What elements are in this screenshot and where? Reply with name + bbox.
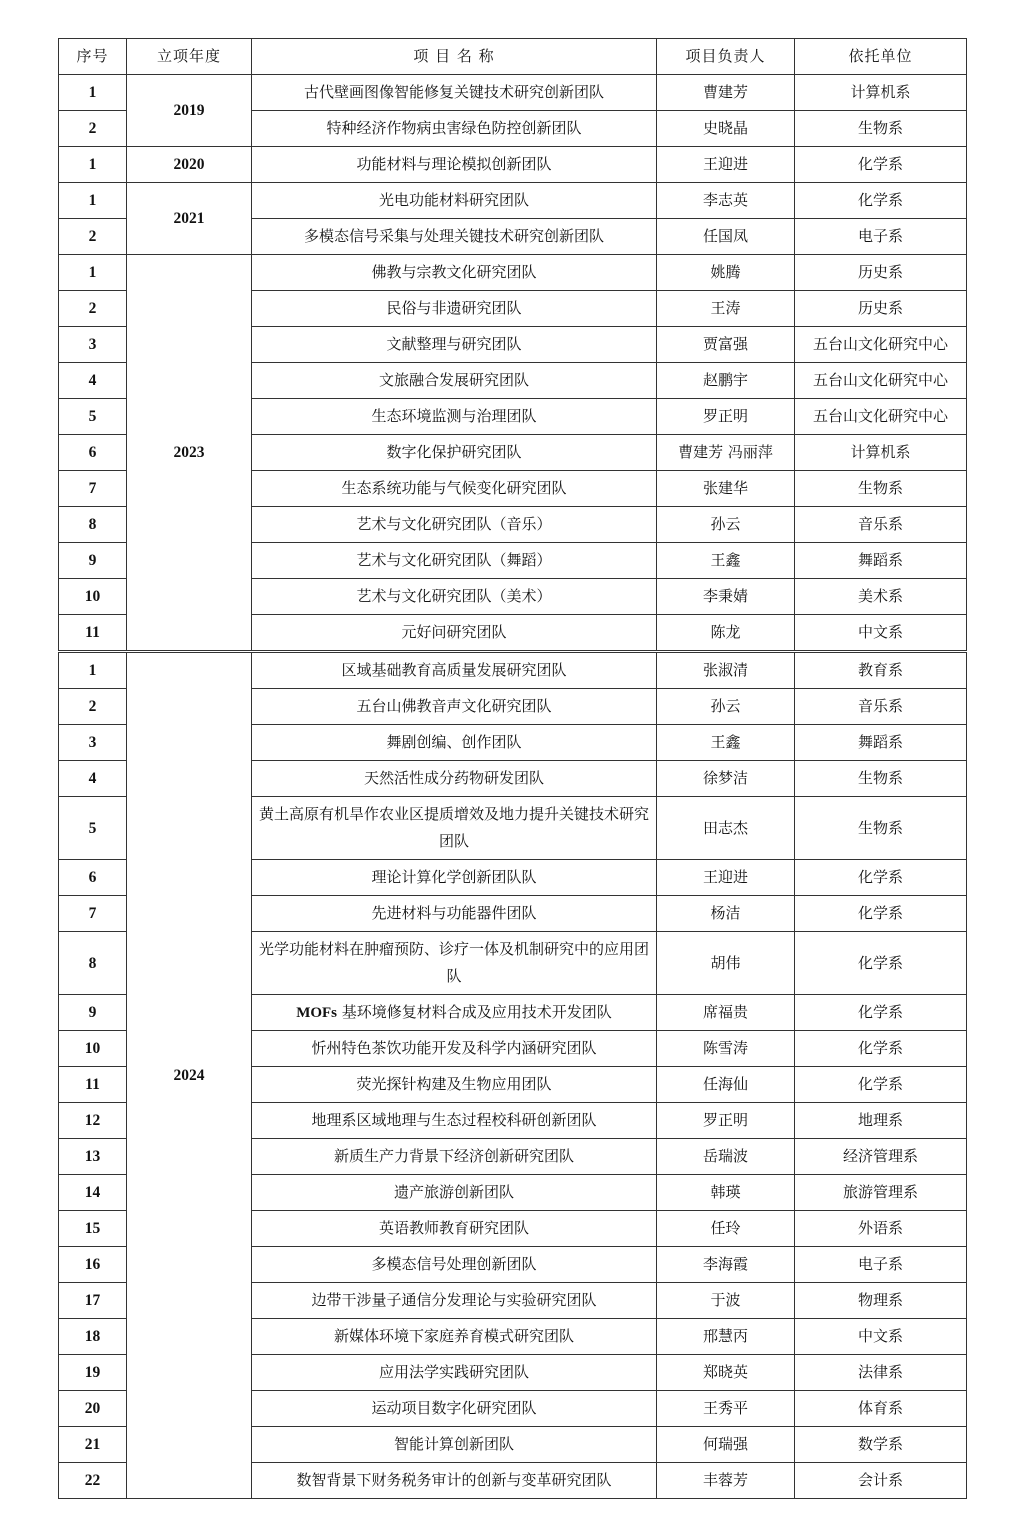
cell-project-name: 佛教与宗教文化研究团队 bbox=[252, 255, 657, 291]
cell-unit: 计算机系 bbox=[795, 75, 967, 111]
cell-seq: 5 bbox=[59, 399, 127, 435]
cell-project-name: 运动项目数字化研究团队 bbox=[252, 1391, 657, 1427]
cell-leader: 王鑫 bbox=[657, 725, 795, 761]
cell-seq: 8 bbox=[59, 507, 127, 543]
project-name-prefix: MOFs bbox=[296, 1004, 338, 1021]
cell-seq: 9 bbox=[59, 543, 127, 579]
header-leader: 项目负责人 bbox=[657, 39, 795, 75]
cell-project-name: 舞剧创编、创作团队 bbox=[252, 725, 657, 761]
cell-project-name: 忻州特色茶饮功能开发及科学内涵研究团队 bbox=[252, 1031, 657, 1067]
cell-project-name: 数智背景下财务税务审计的创新与变革研究团队 bbox=[252, 1463, 657, 1499]
cell-leader: 孙云 bbox=[657, 689, 795, 725]
cell-leader: 杨洁 bbox=[657, 896, 795, 932]
cell-unit: 化学系 bbox=[795, 932, 967, 995]
cell-project-name: 功能材料与理论模拟创新团队 bbox=[252, 147, 657, 183]
cell-year: 2020 bbox=[127, 147, 252, 183]
cell-unit: 历史系 bbox=[795, 255, 967, 291]
cell-seq: 20 bbox=[59, 1391, 127, 1427]
cell-leader: 罗正明 bbox=[657, 399, 795, 435]
cell-seq: 1 bbox=[59, 652, 127, 689]
cell-leader: 曹建芳 冯丽萍 bbox=[657, 435, 795, 471]
cell-leader: 李海霞 bbox=[657, 1247, 795, 1283]
cell-seq: 7 bbox=[59, 896, 127, 932]
cell-seq: 6 bbox=[59, 435, 127, 471]
table-row bbox=[59, 183, 967, 219]
cell-unit: 电子系 bbox=[795, 219, 967, 255]
cell-leader: 郑晓英 bbox=[657, 1355, 795, 1391]
cell-project-name: 数字化保护研究团队 bbox=[252, 435, 657, 471]
cell-project-name: 光电功能材料研究团队 bbox=[252, 183, 657, 219]
cell-seq: 13 bbox=[59, 1139, 127, 1175]
cell-project-name: 地理系区域地理与生态过程校科研创新团队 bbox=[252, 1103, 657, 1139]
cell-unit: 物理系 bbox=[795, 1283, 967, 1319]
cell-unit: 生物系 bbox=[795, 111, 967, 147]
cell-seq: 4 bbox=[59, 363, 127, 399]
cell-leader: 何瑞强 bbox=[657, 1427, 795, 1463]
cell-unit: 舞蹈系 bbox=[795, 725, 967, 761]
cell-project-name: 英语教师教育研究团队 bbox=[252, 1211, 657, 1247]
cell-seq: 1 bbox=[59, 75, 127, 111]
cell-unit: 美术系 bbox=[795, 579, 967, 615]
header-row bbox=[59, 39, 967, 75]
cell-seq: 3 bbox=[59, 725, 127, 761]
cell-leader: 陈雪涛 bbox=[657, 1031, 795, 1067]
cell-leader: 岳瑞波 bbox=[657, 1139, 795, 1175]
cell-leader: 史晓晶 bbox=[657, 111, 795, 147]
cell-unit: 音乐系 bbox=[795, 689, 967, 725]
cell-unit: 生物系 bbox=[795, 761, 967, 797]
cell-seq: 1 bbox=[59, 255, 127, 291]
cell-leader: 李秉婧 bbox=[657, 579, 795, 615]
cell-unit: 会计系 bbox=[795, 1463, 967, 1499]
cell-project-name: 特种经济作物病虫害绿色防控创新团队 bbox=[252, 111, 657, 147]
cell-project-name: 古代壁画图像智能修复关键技术研究创新团队 bbox=[252, 75, 657, 111]
cell-project-name: 五台山佛教音声文化研究团队 bbox=[252, 689, 657, 725]
cell-leader: 丰蓉芳 bbox=[657, 1463, 795, 1499]
cell-seq: 22 bbox=[59, 1463, 127, 1499]
cell-unit: 旅游管理系 bbox=[795, 1175, 967, 1211]
table-row bbox=[59, 75, 967, 111]
cell-project-name: 新媒体环境下家庭养育模式研究团队 bbox=[252, 1319, 657, 1355]
cell-seq: 5 bbox=[59, 797, 127, 860]
cell-seq: 8 bbox=[59, 932, 127, 995]
cell-unit: 法律系 bbox=[795, 1355, 967, 1391]
cell-year: 2019 bbox=[127, 75, 252, 147]
header-seq: 序号 bbox=[59, 39, 127, 75]
cell-leader: 王迎进 bbox=[657, 147, 795, 183]
cell-unit: 化学系 bbox=[795, 1067, 967, 1103]
cell-project-name: 多模态信号处理创新团队 bbox=[252, 1247, 657, 1283]
cell-unit: 体育系 bbox=[795, 1391, 967, 1427]
cell-project-name: 黄土高原有机旱作农业区提质增效及地力提升关键技术研究团队 bbox=[252, 797, 657, 860]
header-name: 项 目 名 称 bbox=[252, 39, 657, 75]
table-row bbox=[59, 255, 967, 291]
cell-project-name: 民俗与非遗研究团队 bbox=[252, 291, 657, 327]
cell-project-name bbox=[252, 995, 657, 1031]
cell-unit: 化学系 bbox=[795, 896, 967, 932]
cell-unit: 经济管理系 bbox=[795, 1139, 967, 1175]
cell-project-name: 先进材料与功能器件团队 bbox=[252, 896, 657, 932]
cell-seq: 18 bbox=[59, 1319, 127, 1355]
cell-unit: 电子系 bbox=[795, 1247, 967, 1283]
project-name-text: 基环境修复材料合成及应用技术开发团队 bbox=[337, 1002, 612, 1021]
cell-seq: 4 bbox=[59, 761, 127, 797]
cell-unit: 地理系 bbox=[795, 1103, 967, 1139]
cell-year: 2021 bbox=[127, 183, 252, 255]
cell-project-name: 智能计算创新团队 bbox=[252, 1427, 657, 1463]
cell-unit: 中文系 bbox=[795, 1319, 967, 1355]
cell-leader: 韩瑛 bbox=[657, 1175, 795, 1211]
cell-unit: 化学系 bbox=[795, 1031, 967, 1067]
cell-leader: 王涛 bbox=[657, 291, 795, 327]
cell-unit: 生物系 bbox=[795, 471, 967, 507]
cell-unit: 音乐系 bbox=[795, 507, 967, 543]
cell-project-name: 文献整理与研究团队 bbox=[252, 327, 657, 363]
cell-project-name: 生态系统功能与气候变化研究团队 bbox=[252, 471, 657, 507]
cell-project-name: 文旅融合发展研究团队 bbox=[252, 363, 657, 399]
cell-project-name: 生态环境监测与治理团队 bbox=[252, 399, 657, 435]
cell-leader: 徐梦洁 bbox=[657, 761, 795, 797]
cell-unit: 五台山文化研究中心 bbox=[795, 327, 967, 363]
project-table bbox=[58, 38, 967, 1499]
cell-project-name: 荧光探针构建及生物应用团队 bbox=[252, 1067, 657, 1103]
cell-leader: 王迎进 bbox=[657, 860, 795, 896]
cell-project-name: 边带干涉量子通信分发理论与实验研究团队 bbox=[252, 1283, 657, 1319]
project-table-container bbox=[58, 38, 966, 1499]
table-body bbox=[59, 75, 967, 1499]
cell-seq: 2 bbox=[59, 111, 127, 147]
cell-leader: 罗正明 bbox=[657, 1103, 795, 1139]
cell-seq: 1 bbox=[59, 183, 127, 219]
cell-leader: 陈龙 bbox=[657, 615, 795, 652]
header-year: 立项年度 bbox=[127, 39, 252, 75]
cell-seq: 19 bbox=[59, 1355, 127, 1391]
cell-leader: 任玲 bbox=[657, 1211, 795, 1247]
cell-unit: 化学系 bbox=[795, 147, 967, 183]
cell-project-name: 光学功能材料在肿瘤预防、诊疗一体及机制研究中的应用团队 bbox=[252, 932, 657, 995]
cell-leader: 任国凤 bbox=[657, 219, 795, 255]
cell-unit: 五台山文化研究中心 bbox=[795, 363, 967, 399]
cell-leader: 赵鹏宇 bbox=[657, 363, 795, 399]
cell-year: 2023 bbox=[127, 255, 252, 652]
cell-project-name: 应用法学实践研究团队 bbox=[252, 1355, 657, 1391]
cell-seq: 7 bbox=[59, 471, 127, 507]
cell-seq: 10 bbox=[59, 579, 127, 615]
cell-unit: 中文系 bbox=[795, 615, 967, 652]
cell-project-name: 艺术与文化研究团队（美术） bbox=[252, 579, 657, 615]
cell-leader: 王秀平 bbox=[657, 1391, 795, 1427]
cell-project-name: 理论计算化学创新团队队 bbox=[252, 860, 657, 896]
cell-unit: 计算机系 bbox=[795, 435, 967, 471]
cell-project-name: 天然活性成分药物研发团队 bbox=[252, 761, 657, 797]
cell-project-name: 元好问研究团队 bbox=[252, 615, 657, 652]
cell-leader: 胡伟 bbox=[657, 932, 795, 995]
cell-leader: 张淑清 bbox=[657, 652, 795, 689]
cell-seq: 14 bbox=[59, 1175, 127, 1211]
cell-leader: 李志英 bbox=[657, 183, 795, 219]
cell-project-name: 新质生产力背景下经济创新研究团队 bbox=[252, 1139, 657, 1175]
cell-project-name: 艺术与文化研究团队（舞蹈） bbox=[252, 543, 657, 579]
cell-seq: 2 bbox=[59, 219, 127, 255]
cell-project-name: 遗产旅游创新团队 bbox=[252, 1175, 657, 1211]
cell-unit: 外语系 bbox=[795, 1211, 967, 1247]
cell-leader: 孙云 bbox=[657, 507, 795, 543]
cell-unit: 化学系 bbox=[795, 995, 967, 1031]
cell-unit: 化学系 bbox=[795, 183, 967, 219]
cell-leader: 邢慧丙 bbox=[657, 1319, 795, 1355]
cell-leader: 席福贵 bbox=[657, 995, 795, 1031]
cell-leader: 张建华 bbox=[657, 471, 795, 507]
cell-seq: 6 bbox=[59, 860, 127, 896]
cell-seq: 21 bbox=[59, 1427, 127, 1463]
cell-leader: 任海仙 bbox=[657, 1067, 795, 1103]
cell-project-name: 艺术与文化研究团队（音乐） bbox=[252, 507, 657, 543]
table-row bbox=[59, 147, 967, 183]
cell-seq: 17 bbox=[59, 1283, 127, 1319]
cell-seq: 11 bbox=[59, 615, 127, 652]
cell-unit: 五台山文化研究中心 bbox=[795, 399, 967, 435]
cell-leader: 姚腾 bbox=[657, 255, 795, 291]
cell-leader: 贾富强 bbox=[657, 327, 795, 363]
cell-leader: 王鑫 bbox=[657, 543, 795, 579]
cell-leader: 曹建芳 bbox=[657, 75, 795, 111]
cell-project-name: 区域基础教育高质量发展研究团队 bbox=[252, 652, 657, 689]
cell-leader: 田志杰 bbox=[657, 797, 795, 860]
cell-project-name: 多模态信号采集与处理关键技术研究创新团队 bbox=[252, 219, 657, 255]
cell-seq: 11 bbox=[59, 1067, 127, 1103]
cell-unit: 教育系 bbox=[795, 652, 967, 689]
cell-seq: 2 bbox=[59, 291, 127, 327]
cell-unit: 舞蹈系 bbox=[795, 543, 967, 579]
cell-unit: 生物系 bbox=[795, 797, 967, 860]
cell-seq: 1 bbox=[59, 147, 127, 183]
cell-seq: 9 bbox=[59, 995, 127, 1031]
header-unit: 依托单位 bbox=[795, 39, 967, 75]
cell-seq: 2 bbox=[59, 689, 127, 725]
cell-leader: 于波 bbox=[657, 1283, 795, 1319]
cell-seq: 16 bbox=[59, 1247, 127, 1283]
cell-seq: 12 bbox=[59, 1103, 127, 1139]
cell-seq: 10 bbox=[59, 1031, 127, 1067]
table-row bbox=[59, 652, 967, 689]
cell-year: 2024 bbox=[127, 652, 252, 1499]
cell-seq: 3 bbox=[59, 327, 127, 363]
cell-unit: 化学系 bbox=[795, 860, 967, 896]
cell-unit: 历史系 bbox=[795, 291, 967, 327]
cell-unit: 数学系 bbox=[795, 1427, 967, 1463]
cell-seq: 15 bbox=[59, 1211, 127, 1247]
